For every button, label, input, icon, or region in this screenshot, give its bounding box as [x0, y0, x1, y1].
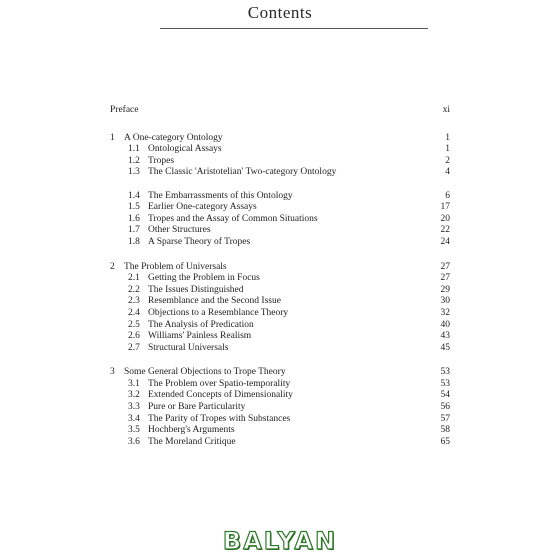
section-title: The Classic 'Aristotelian' Two-category Ontology — [148, 167, 337, 178]
section-title: The Moreland Critique — [148, 436, 236, 447]
section-row[interactable] — [104, 202, 450, 214]
section-number: 1.4 — [128, 190, 140, 201]
section-page: 58 — [440, 425, 450, 436]
chapter-page: 1 — [445, 132, 450, 143]
section-page: 20 — [440, 213, 450, 224]
section-page: 2 — [445, 155, 450, 166]
section-title: Tropes and the Assay of Common Situations — [148, 213, 318, 224]
section-page: 32 — [440, 307, 450, 318]
section-title: Pure or Bare Particularity — [148, 402, 246, 413]
chapter-title: A One-category Ontology — [124, 132, 223, 143]
section-number: 1.3 — [128, 167, 140, 178]
section-number: 1.2 — [128, 155, 140, 166]
section-page: 24 — [440, 236, 450, 247]
table-of-contents — [104, 105, 450, 448]
section-page: 54 — [440, 390, 450, 401]
section-page: 22 — [440, 225, 450, 236]
section-page: 45 — [440, 342, 450, 353]
section-number: 3.3 — [128, 402, 140, 413]
chapter-title: Some General Objections to Trope Theory — [124, 367, 286, 378]
section-number: 2.6 — [128, 331, 140, 342]
section-row[interactable] — [104, 425, 450, 437]
section-row[interactable] — [104, 296, 450, 308]
section-title: The Embarrassments of this Ontology — [148, 190, 293, 201]
section-number: 2.7 — [128, 342, 140, 353]
section-row[interactable] — [104, 214, 450, 226]
section-number: 2.1 — [128, 273, 140, 284]
section-page: 27 — [440, 273, 450, 284]
section-page: 57 — [440, 413, 450, 424]
section-title: Extended Concepts of Dimensionality — [148, 390, 293, 401]
chapter-3-row[interactable] — [104, 367, 450, 379]
watermark-logo: BALYAN — [222, 527, 338, 555]
section-row[interactable] — [104, 285, 450, 297]
section-title: Ontological Assays — [148, 144, 222, 155]
chapter-title: The Problem of Universals — [124, 261, 227, 272]
section-row[interactable] — [104, 402, 450, 414]
section-row[interactable] — [104, 331, 450, 343]
section-title: Getting the Problem in Focus — [148, 273, 260, 284]
section-title: The Analysis of Predication — [148, 319, 254, 330]
section-page: 53 — [440, 378, 450, 389]
section-title: Tropes — [148, 155, 175, 166]
title-rule — [160, 28, 428, 29]
section-page: 29 — [440, 284, 450, 295]
section-row[interactable] — [104, 320, 450, 332]
section-title: Structural Universals — [148, 342, 229, 353]
section-page: 6 — [445, 190, 450, 201]
section-title: Williams' Painless Realism — [148, 331, 252, 342]
section-number: 3.5 — [128, 425, 140, 436]
section-page: 40 — [440, 319, 450, 330]
section-title: A Sparse Theory of Tropes — [148, 236, 251, 247]
section-row[interactable] — [104, 144, 450, 156]
section-title: The Parity of Tropes with Substances — [148, 413, 291, 424]
section-row[interactable] — [104, 167, 450, 190]
chapter-number: 2 — [110, 261, 115, 272]
section-row[interactable] — [104, 156, 450, 168]
section-title: Resemblance and the Second Issue — [148, 296, 281, 307]
preface-label: Preface — [110, 105, 139, 115]
section-number: 1.1 — [128, 144, 140, 155]
section-title: The Problem over Spatio-temporality — [148, 378, 291, 389]
section-number: 1.8 — [128, 236, 140, 247]
section-number: 2.2 — [128, 284, 140, 295]
chapter-2-row[interactable] — [104, 262, 450, 274]
section-number: 3.1 — [128, 378, 140, 389]
section-page: 1 — [445, 144, 450, 155]
section-number: 3.2 — [128, 390, 140, 401]
section-number: 2.5 — [128, 319, 140, 330]
section-row[interactable] — [104, 308, 450, 320]
section-page: 56 — [440, 402, 450, 413]
section-title: Other Structures — [148, 225, 211, 236]
section-row[interactable] — [104, 237, 450, 249]
section-row[interactable] — [104, 390, 450, 402]
chapter-page: 27 — [440, 261, 450, 272]
section-row[interactable] — [104, 414, 450, 426]
section-number: 3.4 — [128, 413, 140, 424]
section-page: 4 — [445, 167, 450, 178]
section-number: 1.7 — [128, 225, 140, 236]
toc-preface-row[interactable] — [104, 105, 450, 117]
section-number: 2.4 — [128, 307, 140, 318]
section-page: 30 — [440, 296, 450, 307]
section-page: 43 — [440, 331, 450, 342]
chapter-number: 1 — [110, 132, 115, 143]
section-number: 3.6 — [128, 436, 140, 447]
chapter-page: 53 — [440, 367, 450, 378]
section-number: 1.6 — [128, 213, 140, 224]
section-page: 17 — [440, 202, 450, 213]
section-row[interactable] — [104, 191, 450, 203]
section-row[interactable] — [104, 273, 450, 285]
section-row[interactable] — [104, 379, 450, 391]
section-page: 65 — [440, 436, 450, 447]
chapter-number: 3 — [110, 367, 115, 378]
section-row[interactable] — [104, 437, 450, 449]
section-number: 1.5 — [128, 202, 140, 213]
section-row[interactable] — [104, 343, 450, 355]
section-number: 2.3 — [128, 296, 140, 307]
section-row[interactable] — [104, 225, 450, 237]
page-title: Contents — [247, 3, 313, 22]
section-title: Objections to a Resemblance Theory — [148, 307, 289, 318]
section-title: Earlier One-category Assays — [148, 202, 257, 213]
preface-page: xi — [442, 105, 450, 115]
chapter-1-row[interactable] — [104, 133, 450, 145]
section-title: The Issues Distinguished — [148, 284, 244, 295]
section-title: Hochberg's Arguments — [148, 425, 235, 436]
